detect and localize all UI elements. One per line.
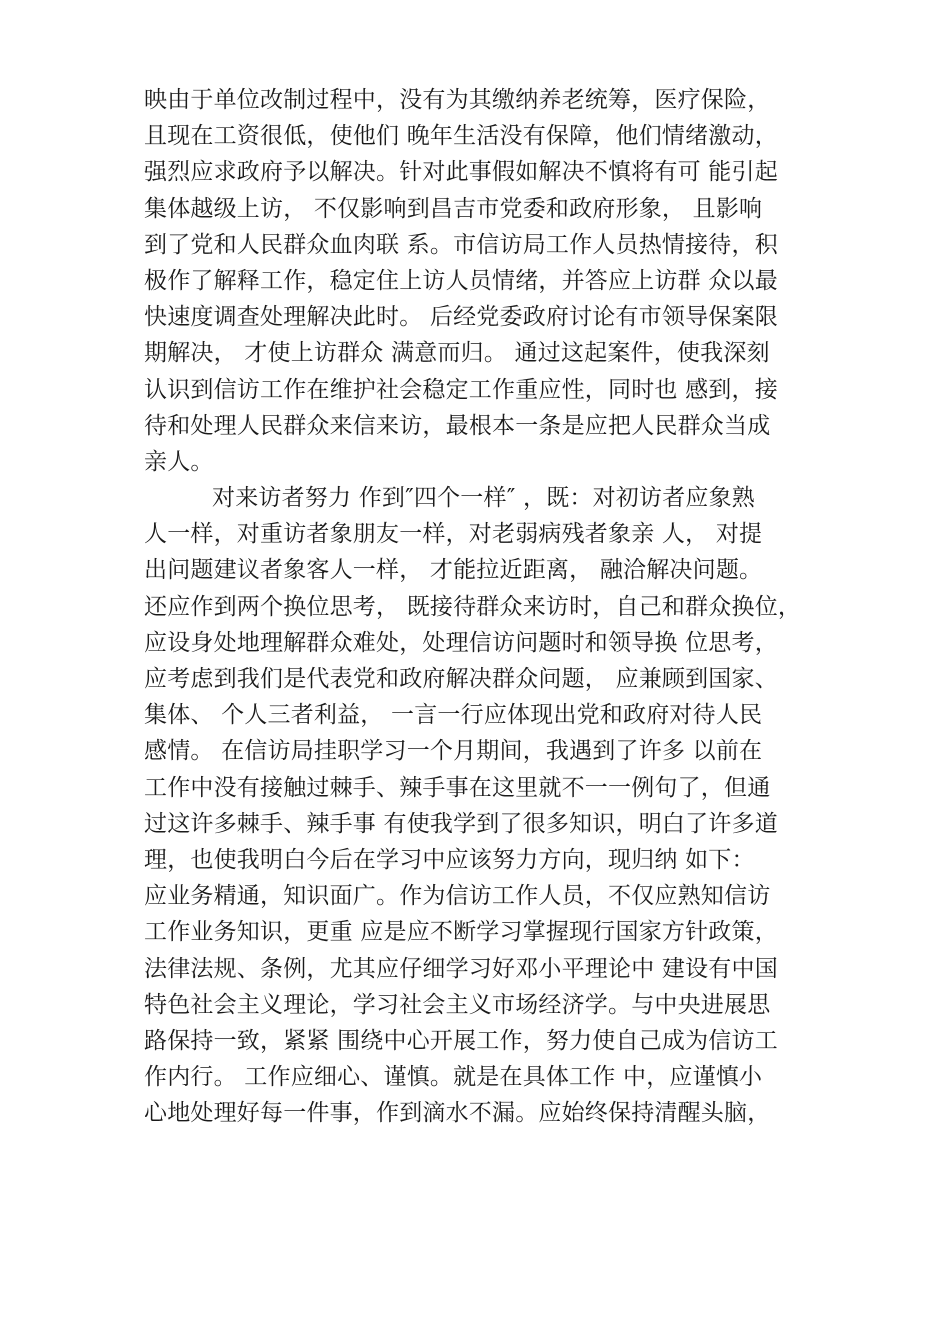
paragraph-2 <box>144 480 824 1131</box>
text-line: 理，也使我明白今后在学习中应该努力方向，现归纳 如下： <box>144 846 755 873</box>
text-line: 认识到信访工作在维护社会稳定工作重应性，同时也 感到，接 <box>144 376 778 403</box>
text-line: 应业务精通，知识面广。作为信访工作人员，不仅应熟知信访 <box>144 883 771 910</box>
text-line: 应考虑到我们是代表党和政府解决群众问题， 应兼顾到国家、 <box>144 666 778 692</box>
text-line: 路保持一致，紧紧 围绕中心开展工作，努力使自己成为信访工 <box>144 1027 778 1054</box>
text-line: 感情。 在信访局挂职学习一个月期间，我遇到了许多 以前在 <box>144 738 763 765</box>
text-line: 人一样，对重访者象朋友一样，对老弱病残者象亲 人， 对提 <box>144 521 763 548</box>
paragraph-1 <box>144 82 824 480</box>
text-line: 工作业务知识，更重 应是应不断学习掌握现行国家方针政策， <box>144 919 778 946</box>
text-line: 工作中没有接触过棘手、辣手事在这里就不一一例句了，但通 <box>144 774 771 801</box>
text-line: 集体越级上访， 不仅影响到昌吉市党委和政府形象， 且影响 <box>144 195 763 222</box>
text-line: 法律法规、条例，尤其应仔细学习好邓小平理论中 建设有中国 <box>144 955 778 982</box>
text-line: 作内行。 工作应细心、谨慎。就是在具体工作 中，应谨慎小 <box>144 1064 763 1091</box>
text-line: 过这许多棘手、辣手事 有使我学到了很多知识，明白了许多道 <box>144 810 778 837</box>
text-line-indented: 对来访者努力 作到″四个一样″ ，既：对初访者应象熟 <box>212 485 756 512</box>
text-line: 强烈应求政府予以解决。针对此事假如解决不慎将有可 能引起 <box>144 159 778 186</box>
text-line: 出问题建议者象客人一样， 才能拉近距离， 融洽解决问题。 <box>144 557 763 584</box>
text-line: 且现在工资很低，使他们 晚年生活没有保障，他们情绪激动， <box>144 123 778 150</box>
text-line: 心地处理好每一件事，作到滴水不漏。应始终保持清醒头脑， <box>144 1100 771 1127</box>
text-line: 应设身处地理解群众难处，处理信访问题时和领导换 位思考， <box>144 629 778 656</box>
text-line: 还应作到两个换位思考， 既接待群众来访时，自己和群众换位， <box>144 593 802 620</box>
text-line: 映由于单位改制过程中，没有为其缴纳养老统筹，医疗保险， <box>144 87 771 113</box>
text-line: 快速度调查处理解决此时。 后经党委政府讨论有市领导保案限 <box>144 304 778 331</box>
text-line: 期解决， 才使上访群众 满意而归。 通过这起案件，使我深刻 <box>144 340 770 367</box>
text-line: 待和处理人民群众来信来访，最根本一条是应把人民群众当成 <box>144 412 771 439</box>
text-line: 集体、 个人三者利益， 一言一行应体现出党和政府对待人民 <box>144 702 763 729</box>
text-line: 特色社会主义理论，学习社会主义市场经济学。与中央进展思 <box>144 991 771 1018</box>
document-body <box>144 82 824 1131</box>
text-line: 亲人。 <box>144 448 214 475</box>
text-line: 极作了解释工作，稳定住上访人员情绪，并答应上访群 众以最 <box>144 267 778 294</box>
text-line: 到了党和人民群众血肉联 系。市信访局工作人员热情接待，积 <box>144 231 778 258</box>
